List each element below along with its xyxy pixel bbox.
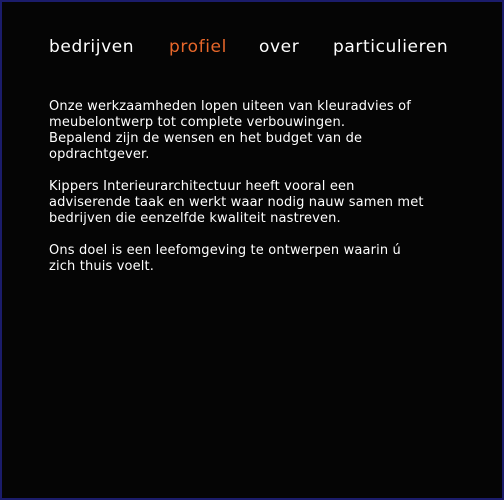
nav-link-over[interactable]: over	[259, 37, 300, 57]
text-line: zich thuis voelt.	[49, 259, 155, 274]
paragraph-kippers	[49, 179, 459, 227]
text-line: adviserende taak en werkt waar nodig nauw samen met	[49, 195, 424, 210]
nav-link-particulieren[interactable]: particulieren	[333, 37, 449, 57]
text-line: Onze werkzaamheden lopen uiteen van kleuradvies of	[49, 99, 411, 114]
text-line: bedrijven die eenzelfde kwaliteit nastreven.	[49, 211, 341, 226]
paragraph-doel	[49, 243, 459, 275]
text-line: meubelontwerp tot complete verbouwingen.	[49, 115, 346, 130]
profile-content	[49, 99, 459, 291]
nav-link-bedrijven[interactable]: bedrijven	[49, 37, 135, 57]
main-nav	[49, 36, 469, 58]
text-line: Bepalend zijn de wensen en het budget van de	[49, 131, 363, 146]
nav-link-profiel[interactable]: profiel	[169, 37, 227, 57]
text-line: Ons doel is een leefomgeving te ontwerpen waarin ú	[49, 243, 401, 258]
text-line: Kippers Interieurarchitectuur heeft vooral een	[49, 179, 355, 194]
text-line: opdrachtgever.	[49, 147, 150, 162]
paragraph-werkzaamheden	[49, 99, 459, 163]
